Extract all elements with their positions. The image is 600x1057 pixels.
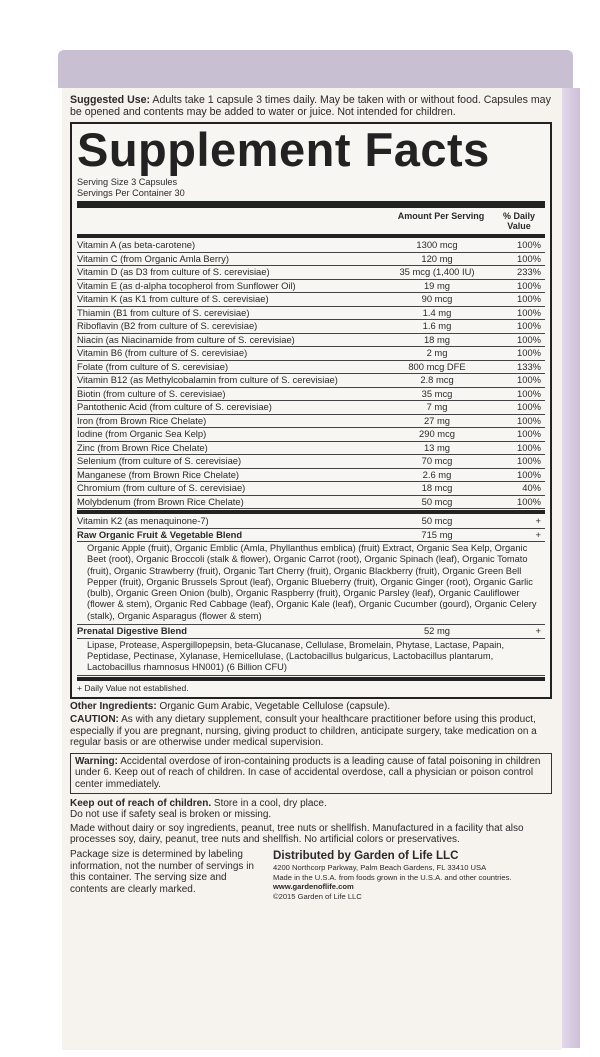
nutrient-name: Raw Organic Fruit & Vegetable Blend [77, 528, 243, 540]
nutrient-amount: 2 mg [426, 347, 448, 358]
table-row [77, 529, 545, 543]
table-row [77, 401, 545, 415]
nutrient-amount: 290 mcg [419, 428, 455, 439]
amount-header: Amount Per Serving [397, 211, 485, 221]
serving-size: Serving Size 3 Capsules [77, 177, 178, 187]
nutrient-dv: 40% [522, 482, 541, 493]
table-row [77, 253, 545, 267]
table-row [77, 428, 545, 442]
digestive-blend-ingredients: Lipase, Protease, Aspergillopepsin, beta-Glucanase, Cellulase, Bromelain, Phytase, Lactase, Papain, Peptidase, Pectinase, Xylanase, Hemicellulase, (Lactobacillus bulgaricus, Lactobacillus plantarum, Lactobacillus rhamnosus HN001) (6 Billion CFU) [77, 639, 545, 677]
medium-divider [77, 234, 545, 238]
nutrient-amount: 7 mg [426, 401, 448, 412]
table-row [77, 320, 545, 334]
distributor-block [265, 849, 552, 901]
nutrient-dv: 100% [517, 293, 541, 304]
website-link[interactable]: www.gardenoflife.com [273, 882, 354, 892]
medium-divider [77, 510, 545, 514]
box-side-edge [560, 88, 580, 1048]
iron-warning-box: Warning: Accidental overdose of iron-containing products is a leading cause of fatal poisoning in children under 6. Keep out of reach of children. In case of accidental overdose, call a physician or poison control center immediately. [70, 753, 552, 794]
label-content [70, 92, 552, 901]
supplement-facts-panel [70, 122, 552, 699]
label-footer [70, 849, 552, 901]
table-row [77, 266, 545, 280]
table-row [77, 515, 545, 529]
nutrient-dv: 100% [517, 252, 541, 264]
nutrient-amount: 1300 mcg [416, 239, 458, 250]
nutrient-dv: 100% [517, 401, 541, 412]
nutrient-name: Iron (from Brown Rice Chelate) [77, 414, 207, 426]
nutrient-dv: 100% [517, 495, 541, 507]
table-row [77, 334, 545, 348]
nutrient-name: Vitamin C (from Organic Amla Berry) [77, 252, 229, 264]
suggested-use: Suggested Use: Adults take 1 capsule 3 times daily. May be taken with or without food. Capsules may be opened and contents may be added to water or juice. Not intended for children. [70, 94, 551, 118]
caution: CAUTION: As with any dietary supplement, consult your healthcare practitioner before using this product, especially if you are pregnant, nursing, giving product to children, anticipate surgery, take medication on a regular basis or are otherwise under medical supervision. [70, 714, 537, 749]
table-row [77, 469, 545, 483]
nutrient-amount: 800 mcg DFE [408, 360, 466, 372]
nutrient-name: Niacin (as Niacinamide from culture of S. cerevisiae) [77, 333, 295, 345]
other-ingredients: Other Ingredients: Organic Gum Arabic, Vegetable Cellulose (capsule). [70, 701, 391, 713]
nutrient-table [77, 239, 545, 509]
fruit-blend-ingredients: Organic Apple (fruit), Organic Emblic (Amla, Phyllanthus emblica) (fruit) Extract, Organic Sea Kelp, Organic Beet (root), Organic Broccoli (stalk & flower), Organic Carrot (root), Organic Spinach (leaf), Organic Tomato (fruit), Organic Strawberry (fruit), Organic Tart Cherry (fruit), Organic Blackberry (fruit), Organic Green Bell Pepper (fruit), Organic Brussels Sprout (leaf), Organic Blueberry (fruit), Organic Ginger (root), Organic Garlic (bulb), Organic Green Onion (bulb), Organic Raspberry (fruit), Organic Parsley (leaf), Organic Cauliflower (flower & stem), Organic Red Cabbage (leaf), Organic Kale (leaf), Organic Cucumber (gourd), Organic Celery (stalk), Organic Asparagus (flower & stem) [77, 542, 545, 625]
nutrient-name: Biotin (from culture of S. cerevisiae) [77, 387, 226, 399]
table-row [77, 374, 545, 388]
copyright: ©2015 Garden of Life LLC [273, 891, 362, 901]
table-row [77, 347, 545, 361]
nutrient-name: Zinc (from Brown Rice Chelate) [77, 441, 208, 453]
nutrient-dv: 133% [517, 360, 541, 372]
bottle-cap-band [58, 50, 573, 88]
nutrient-amount: 19 mg [423, 279, 451, 291]
medium-divider [77, 677, 545, 681]
nutrient-name: Vitamin B12 (as Methylcobalamin from culture of S. cerevisiae) [77, 374, 338, 385]
supplement-facts-title: Supplement Facts [77, 123, 490, 176]
nutrient-amount: 18 mcg [421, 482, 453, 493]
table-row [77, 482, 545, 496]
nutrient-dv: 100% [517, 428, 541, 439]
table-row [77, 280, 545, 294]
nutrient-name: Thiamin (B1 from culture of S. cerevisiae) [77, 306, 250, 318]
table-row [77, 307, 545, 321]
nutrient-dv: 233% [517, 266, 541, 277]
nutrient-dv: 100% [517, 320, 541, 331]
nutrient-amount: 2.8 mcg [420, 374, 454, 385]
nutrient-amount: 35 mcg (1,400 IU) [399, 266, 475, 277]
made-in: Made in the U.S.A. from foods grown in the U.S.A. and other countries. [273, 872, 512, 882]
nutrient-name: Vitamin E (as d-alpha tocopherol from Sunflower Oil) [77, 279, 296, 291]
table-row: Prenatal Digestive Blend 52 mg + [77, 625, 545, 639]
nutrient-name: Folate (from culture of S. cerevisiae) [77, 360, 229, 372]
nutrient-amount: 2.6 mg [422, 468, 452, 480]
nutrient-amount: 13 mg [423, 441, 451, 453]
nutrient-dv: 100% [517, 468, 541, 480]
nutrient-dv: + [535, 515, 541, 526]
table-row [77, 361, 545, 375]
nutrient-dv: 100% [517, 306, 541, 318]
nutrient-name: Selenium (from culture of S. cerevisiae) [77, 455, 242, 466]
nutrient-name: Manganese (from Brown Rice Chelate) [77, 468, 240, 480]
nutrient-dv: 100% [517, 239, 541, 250]
nutrient-amount: 50 mcg [421, 495, 453, 507]
nutrient-name: Vitamin K2 (as menaquinone-7) [77, 515, 209, 526]
nutrient-dv: 100% [517, 279, 541, 291]
nutrient-dv: 100% [517, 347, 541, 358]
storage: Keep out of reach of children. Store in a cool, dry place. Do not use if safety seal is broken or missing. [70, 797, 327, 821]
nutrient-dv: 100% [517, 333, 541, 345]
table-row [77, 415, 545, 429]
nutrient-name: Vitamin D (as D3 from culture of S. cerevisiae) [77, 266, 270, 277]
nutrient-amount: 1.4 mg [422, 306, 452, 318]
extra-table [77, 515, 545, 542]
nutrient-name: Riboflavin (B2 from culture of S. cerevisiae) [77, 320, 258, 331]
nutrient-name: Iodine (from Organic Sea Kelp) [77, 428, 207, 439]
dv-header: % Daily Value [502, 211, 535, 231]
nutrient-name: Chromium (from culture of S. cerevisiae) [77, 482, 246, 493]
table-row [77, 496, 545, 510]
nutrient-amount: 120 mg [421, 252, 453, 264]
nutrient-amount: 1.6 mg [422, 320, 452, 331]
nutrient-amount: 715 mg [421, 528, 453, 540]
nutrient-amount: 35 mcg [421, 387, 453, 399]
footnote: + Daily Value not established. [77, 683, 189, 694]
table-row [77, 388, 545, 402]
nutrient-dv: 100% [517, 374, 541, 385]
nutrient-name: Molybdenum (from Brown Rice Chelate) [77, 495, 244, 507]
table-row [77, 239, 545, 253]
nutrient-amount: 70 mcg [421, 455, 453, 466]
table-row [77, 455, 545, 469]
nutrient-amount: 27 mg [423, 414, 451, 426]
thick-divider [77, 201, 545, 208]
nutrient-name: Vitamin B6 (from culture of S. cerevisiae) [77, 347, 248, 358]
nutrient-name: Pantothenic Acid (from culture of S. cerevisiae) [77, 401, 272, 412]
facts-header [77, 210, 545, 233]
nutrient-amount: 18 mg [423, 333, 451, 345]
nutrient-dv: 100% [517, 414, 541, 426]
nutrient-dv: 100% [517, 441, 541, 453]
nutrient-dv: 100% [517, 455, 541, 466]
allergen-statement: Made without dairy or soy ingredients, peanut, tree nuts or shellfish. Manufactured in a facility that also processes soy, dairy, peanut, tree nuts and shellfish. No artificial colors or preservatives. [70, 822, 524, 846]
nutrient-dv: + [535, 528, 541, 540]
nutrient-dv: 100% [517, 387, 541, 399]
distributor-title: Distributed by Garden of Life LLC [273, 849, 459, 862]
servings-per-container: Servings Per Container 30 [77, 188, 185, 198]
nutrient-name: Vitamin K (as K1 from culture of S. cerevisiae) [77, 293, 269, 304]
nutrient-name: Vitamin A (as beta-carotene) [77, 239, 196, 250]
package-note: Package size is determined by labeling information, not the number of servings in this container. The serving size and contents are clearly marked. [70, 849, 254, 895]
table-row [77, 442, 545, 456]
nutrient-amount: 50 mcg [421, 515, 453, 526]
distributor-address: 4200 Northcorp Parkway, Palm Beach Gardens, FL 33410 USA [273, 863, 487, 872]
table-row [77, 293, 545, 307]
nutrient-amount: 90 mcg [421, 293, 453, 304]
